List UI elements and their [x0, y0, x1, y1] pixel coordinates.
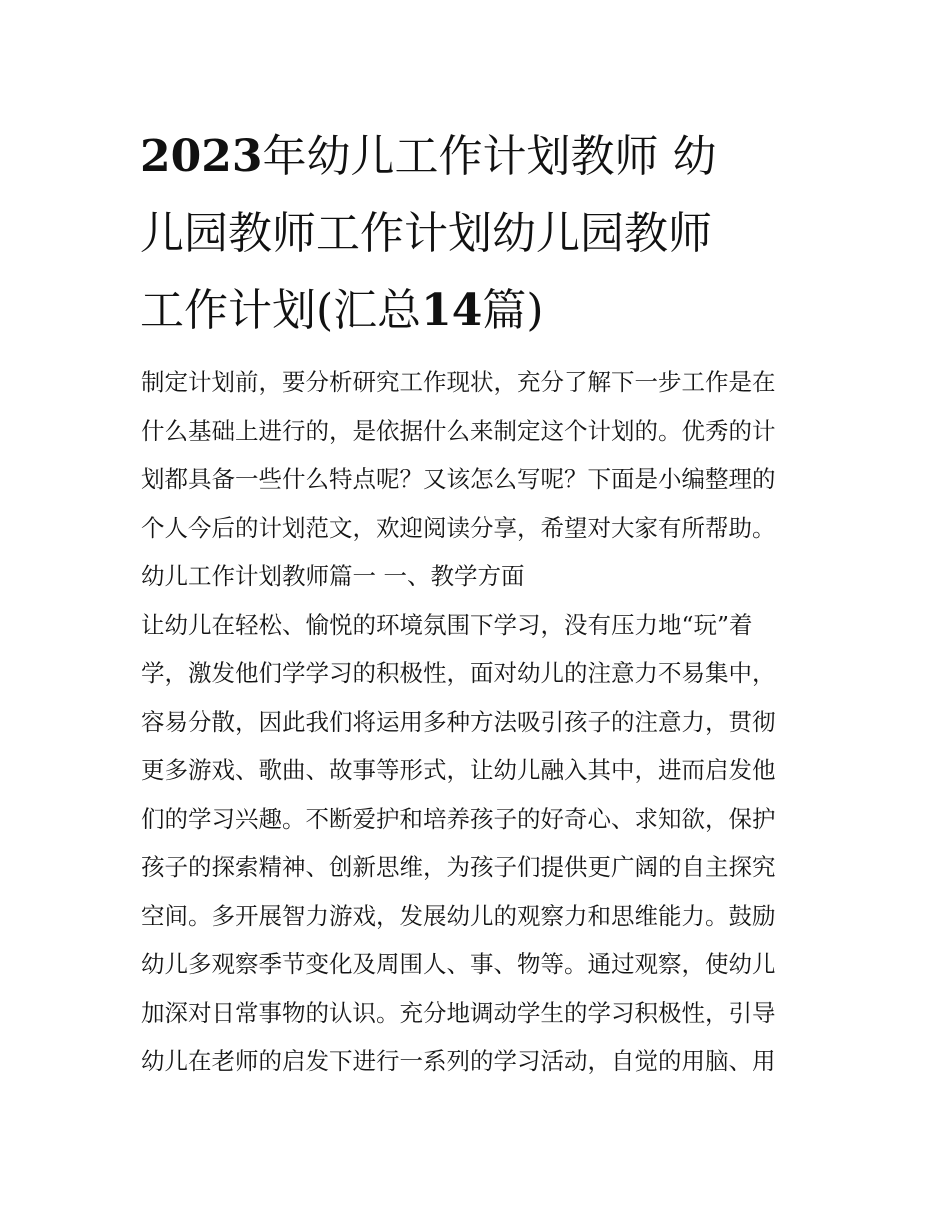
body-line: 学，激发他们学学习的积极性，面对幼儿的注意力不易集中，	[141, 659, 776, 687]
title-line-2: 儿园教师工作计划幼儿园教师	[140, 208, 712, 259]
title-line-1	[140, 118, 820, 195]
body-line: 空间。多开展智力游戏，发展幼儿的观察力和思维能力。鼓励	[141, 901, 776, 930]
title-line-3	[140, 272, 820, 349]
body-line: 划都具备一些什么特点呢？又该怎么写呢？下面是小编整理的	[141, 465, 776, 493]
body-line: 更多游戏、歌曲、故事等形式，让幼儿融入其中，进而启发他	[141, 756, 776, 784]
title-year: 2023	[140, 131, 263, 182]
document-title	[140, 118, 820, 349]
title-line-1-text: 年幼儿工作计划教师 幼	[262, 131, 717, 182]
body-line: 幼儿多观察季节变化及周围人、事、物等。通过观察，使幼儿	[141, 950, 776, 978]
body-line: 幼儿在老师的启发下进行一系列的学习活动，自觉的用脑、用	[141, 1047, 776, 1075]
title-count: 14	[421, 285, 483, 336]
body-line: 个人今后的计划范文，欢迎阅读分享，希望对大家有所帮助。	[141, 513, 776, 542]
section-heading: 幼儿工作计划教师篇一 一、教学方面	[141, 562, 525, 590]
body-line: 孩子的探索精神、创新思维，为孩子们提供更广阔的自主探究	[141, 853, 776, 881]
body-line: 们的学习兴趣。不断爱护和培养孩子的好奇心、求知欲，保护	[141, 804, 776, 833]
title-line-3-post: 篇)	[482, 285, 544, 336]
body-line: 制定计划前，要分析研究工作现状，充分了解下一步工作是在	[141, 368, 776, 396]
body-line: 加深对日常事物的认识。充分地调动学生的学习积极性，引导	[141, 998, 776, 1027]
title-line-3-pre: 工作计划(汇总	[140, 285, 422, 336]
body-line: 什么基础上进行的，是依据什么来制定这个计划的。优秀的计	[141, 416, 776, 445]
body-line: 让幼儿在轻松、愉悦的环境氛围下学习，没有压力地“玩”着	[141, 610, 753, 639]
body-line: 容易分散，因此我们将运用多种方法吸引孩子的注意力，贯彻	[141, 707, 776, 736]
document-body	[141, 358, 831, 1086]
